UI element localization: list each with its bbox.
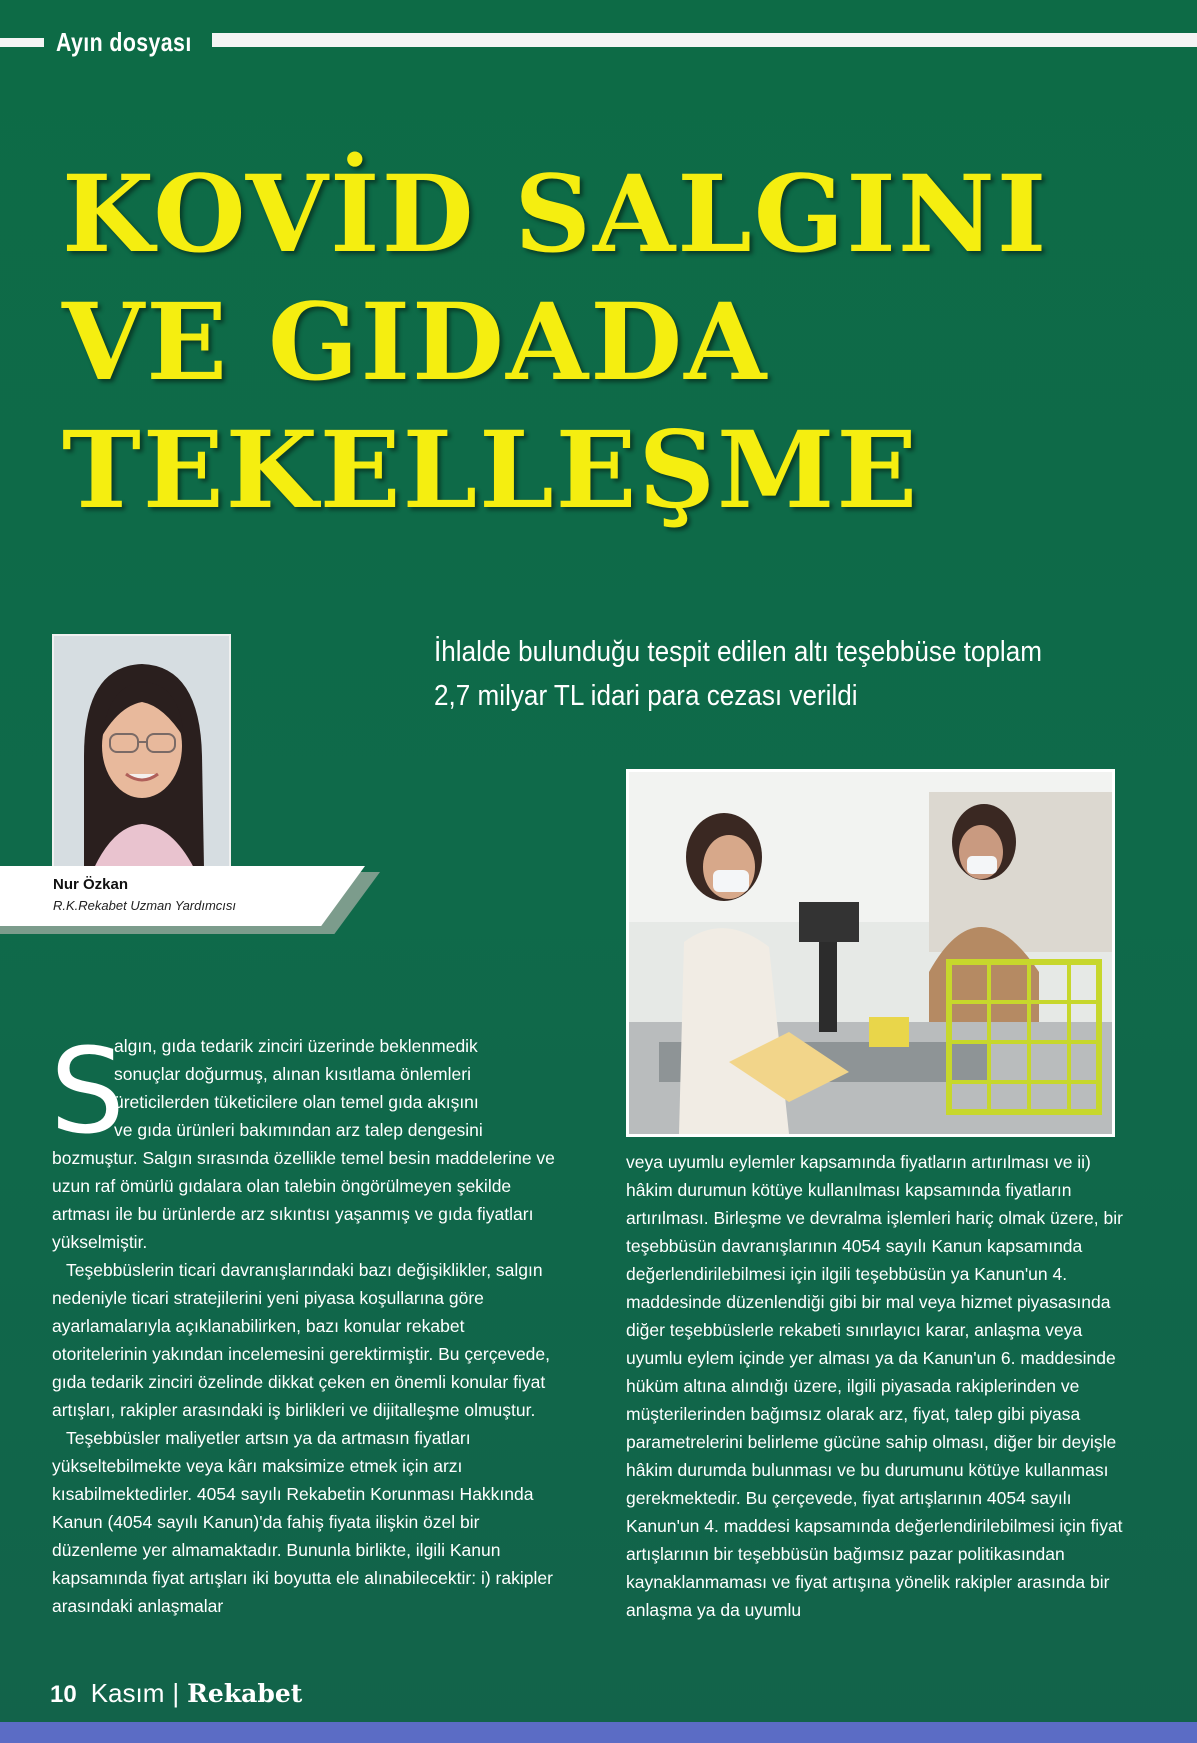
- paragraph-1-rest: bozmuştur. Salgın sırasında özellikle temel besin maddelerine ve uzun raf ömürlü gıdalara olan talebin öngörülmeyen şekilde artması ile bu ürünlerde arz sıkıntısı yaşanmış ve gıda fiyatları yükselmiştir.: [52, 1148, 555, 1252]
- author-title: R.K.Rekabet Uzman Yardımcısı: [53, 898, 237, 913]
- section-rule-right: [212, 33, 1197, 47]
- headline-line-1: KOVİD SALGINI: [62, 151, 1049, 276]
- paragraph-2: Teşebbüslerin ticari davranışlarındaki bazı değişiklikler, salgın nedeniyle ticari stratejilerini yeni piyasa koşullarına göre ayarlamalarıyla açıklanabilirken, bazı konular rekabet otoritelerinin yakından incelemesini gerektirmiştir. Bu çerçevede, gıda tedarik zinciri özelinde dikkat çeken en önemli konular fiyat artışları, rakipler arasındaki iş birlikleri ve dijitalleşme olmuştur.: [52, 1260, 551, 1420]
- issue-month: Kasım: [90, 1678, 165, 1708]
- paragraph-3: Teşebbüsler maliyetler artsın ya da artmasın fiyatları yükseltebilmekte veya kârı maksimize etmek için arzı kısabilmektedirler. 4054 sayılı Rekabetin Korunması Hakkında Kanun (4054 sayılı Kanun)'da fahiş fiyata ilişkin özel bir düzenleme yer almamaktadır. Bununla birlikte, ilgili Kanun kapsamında fiyat artışları iki boyutta ele alınabilecektir: i) rakipler arasındaki anlaşmalar: [52, 1428, 553, 1616]
- body-column-right: [626, 1148, 1136, 1624]
- paragraph-3-continued: veya uyumlu eylemler kapsamında fiyatların artırılması ve ii) hâkim durumun kötüye kullanılması kapsamında fiyatların artırılması. Birleşme ve devralma işlemleri hariç olmak üzere, bir teşebbüsün davranışlarının 4054 sayılı Kanun kapsamında değerlendirilebilmesi için ilgili teşebbüsün ya Kanun'un 4. maddesinde düzenlendiği gibi bir mal veya hizmet piyasasında diğer teşebbüslerle rekabeti sınırlayıcı karar, anlaşma veya uyumlu eylem içinde yer alması ya da Kanun'un 6. maddesinde hüküm altına alındığı üzere, ilgili piyasada rakiplerinden ve müşterilerinden bağımsız olarak arz, fiyat, talep gibi piyasa parametrelerini belirleme gücüne sahip olması, diğer bir deyişle hâkim durumda bulunması ve bu durumunu kötüye kullanması gerekmektedir. Bu çerçevede, fiyat artışlarının 4054 sayılı Kanun'un 4. maddesi kapsamında değerlendirilebilmesi için fiyat artışlarının bir teşebbüsün bağımsız pazar politikasından kaynaklanmaması ve fiyat artışına yönelik rakipler arasında bir anlaşma ya da uyumlu: [626, 1152, 1123, 1620]
- dropcap-line-1: algın, gıda tedarik zinciri üzerinde beklenmedik: [114, 1036, 478, 1056]
- dropcap-line-4: ve gıda ürünleri bakımından arz talep dengesini: [114, 1120, 483, 1140]
- headline: [62, 150, 1182, 534]
- footer-separator: |: [172, 1678, 180, 1708]
- section-label: Ayın dosyası: [56, 27, 192, 57]
- author-card: [0, 866, 365, 926]
- article-photo: [626, 769, 1115, 1137]
- page-footer: [50, 1678, 302, 1709]
- section-rule-left: [0, 38, 44, 47]
- subtitle: İhlalde bulunduğu tespit edilen altı teşebbüse toplam 2,7 milyar TL idari para cezası verildi: [434, 636, 1042, 712]
- author-photo: [52, 634, 231, 870]
- author-name: Nur Özkan: [53, 876, 129, 893]
- dropcap-letter: S: [50, 1022, 125, 1160]
- dropcap-line-2: sonuçlar doğurmuş, alınan kısıtlama önlemleri: [114, 1064, 471, 1084]
- headline-line-3: TEKELLEŞME: [62, 407, 920, 532]
- body-column-left: [50, 1022, 564, 1620]
- bottom-color-strip: [0, 1722, 1197, 1743]
- headline-line-2: VE GIDADA: [62, 279, 769, 404]
- dropcap-line-3: üreticilerden tüketicilere olan temel gıda akışını: [114, 1092, 479, 1112]
- supermarket-checkout-illustration: [629, 772, 1112, 1134]
- magazine-brand: Rekabet: [187, 1679, 303, 1708]
- author-portrait-illustration: [54, 636, 229, 868]
- page-number: 10: [50, 1681, 77, 1708]
